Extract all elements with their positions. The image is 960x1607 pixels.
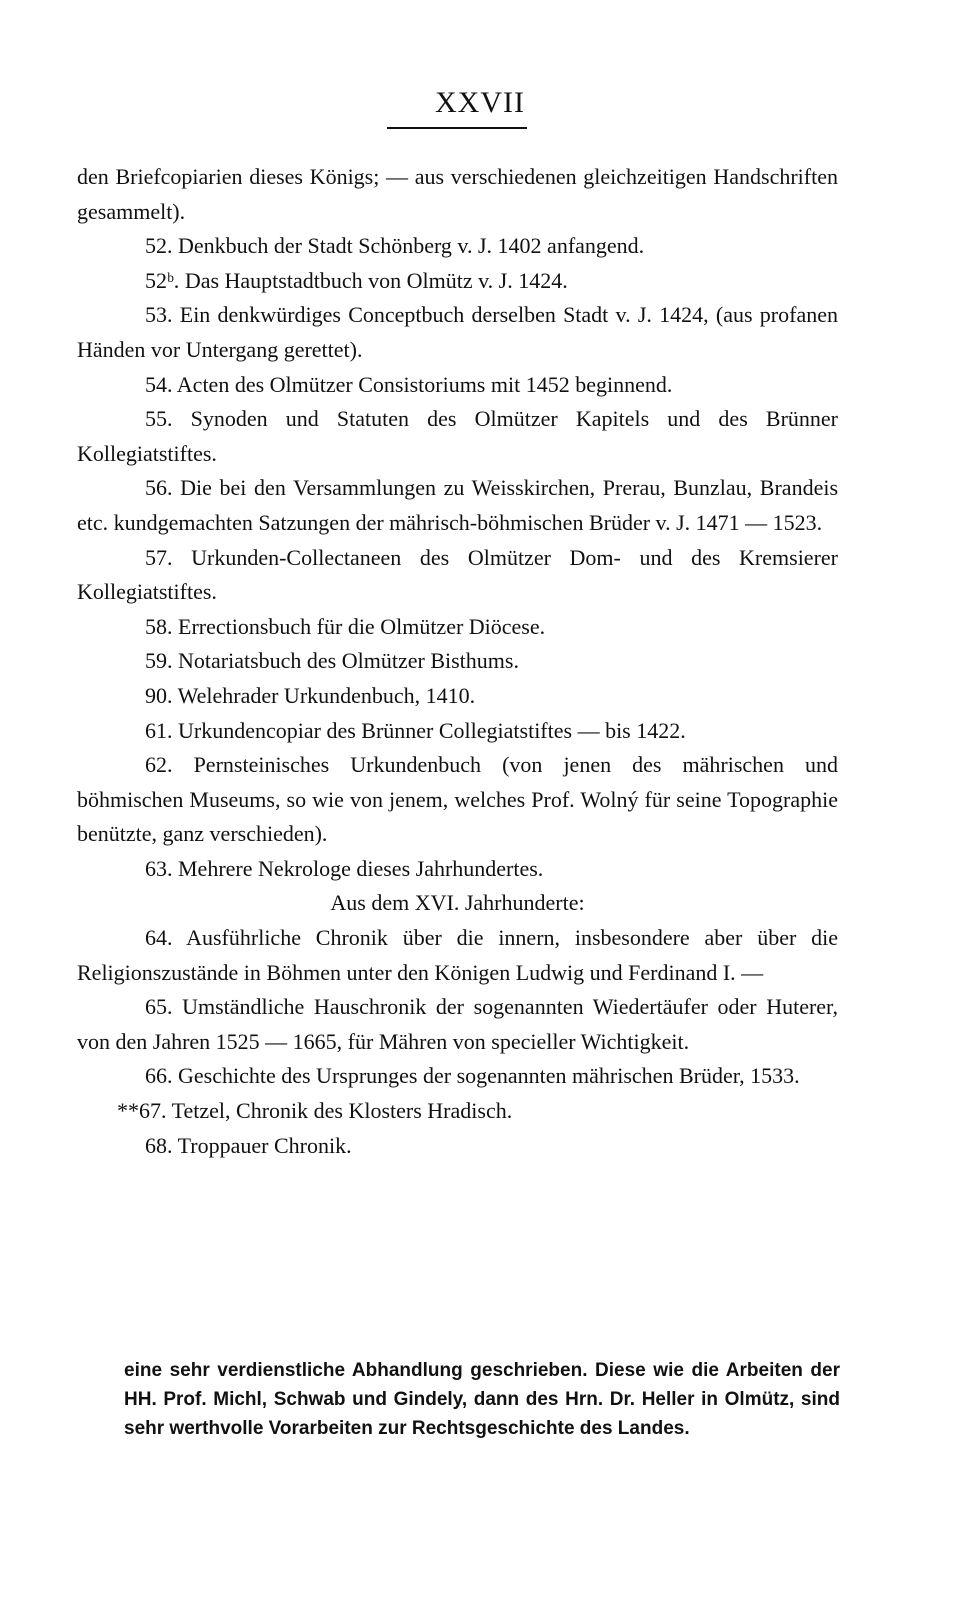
item-text: Die bei den Versammlungen zu Weisskirchen, Prerau, Bunzlau, Brandeis etc. kundgemachten Satzungen der mährisch-böhmischen Brüder v. J. 1471 — 1523. <box>77 475 839 535</box>
item-number: 53. <box>145 302 173 328</box>
item-number: 63. <box>145 855 173 881</box>
item-text: Umständliche Hauschronik der sogenannten Wiedertäufer oder Huterer, von den Jahren 1525 — 1665, für Mähren von specieller Wichtigkeit. <box>77 994 839 1054</box>
item-text: Denkbuch der Stadt Schönberg v. J. 1402 anfangend. <box>178 233 645 259</box>
item-number: 90. <box>145 682 173 708</box>
list-item <box>77 921 838 990</box>
list-item <box>77 990 838 1059</box>
paragraph <box>77 160 838 229</box>
item-text: Pernsteinisches Urkundenbuch (von jenen des mährischen und böhmischen Museums, so wie von jenem, welches Prof. Wolný für seine Topographie benützte, ganz verschieden). <box>77 752 838 847</box>
item-text: Urkunden-Collectaneen des Olmützer Dom- und des Kremsierer Kollegiatstiftes. <box>77 544 838 605</box>
item-text: Notariatsbuch des Olmützer Bisthums. <box>178 648 519 674</box>
item-number: 57. <box>145 544 173 570</box>
item-text: Welehrader Urkundenbuch, 1410. <box>177 682 476 708</box>
list-item <box>77 1059 838 1094</box>
list-item <box>77 1129 838 1164</box>
item-text: Mehrere Nekrologe dieses Jahrhundertes. <box>178 855 544 881</box>
item-number: 65. <box>145 994 173 1020</box>
list-item <box>77 852 838 887</box>
page-number: XXVII <box>435 86 525 119</box>
item-text: Synoden und Statuten des Olmützer Kapitels und des Brünner Kollegiatstiftes. <box>77 406 838 466</box>
list-item <box>77 541 838 610</box>
list-item <box>77 402 838 471</box>
item-number: 62. <box>145 752 173 778</box>
list-item <box>77 679 838 714</box>
list-item <box>77 264 838 299</box>
list-item <box>77 368 838 403</box>
item-number: 61. <box>145 717 173 743</box>
item-number: 58. <box>145 613 173 639</box>
item-number: 54. <box>145 371 173 397</box>
list-item <box>77 298 838 367</box>
item-number: 52. <box>145 233 173 259</box>
item-text: Troppauer Chronik. <box>177 1132 352 1158</box>
item-text: Das Hauptstadtbuch von Olmütz v. J. 1424. <box>184 267 568 293</box>
list-item <box>77 644 838 679</box>
item-text: Ein denkwürdiges Conceptbuch derselben Stadt v. J. 1424, (aus profanen Händen vor Untergang gerettet). <box>77 302 838 362</box>
list-item <box>77 714 838 749</box>
item-text: Errectionsbuch für die Olmützer Diöcese. <box>178 613 546 639</box>
main-text <box>77 160 838 1163</box>
item-number: 52ᵇ. <box>145 267 180 293</box>
item-number: 56. <box>145 475 173 501</box>
list-item-starred <box>77 1094 838 1129</box>
item-number: **67. <box>117 1098 167 1124</box>
item-text: Urkundencopiar des Brünner Collegiatstiftes — bis 1422. <box>178 717 686 743</box>
item-number: 55. <box>145 406 173 432</box>
item-number: 59. <box>145 648 173 674</box>
footnote: eine sehr verdienstliche Abhandlung geschrieben. Diese wie die Arbeiten der HH. Prof. Michl, Schwab und Gindely, dann des Hrn. Dr. Heller in Olmütz, sind sehr werthvolle Vorarbeiten zur Rechtsgeschichte des Landes. <box>124 1360 840 1439</box>
list-item <box>77 610 838 645</box>
item-number: 66. <box>145 1063 173 1089</box>
header-rule <box>387 127 527 129</box>
paragraph-text: den Briefcopiarien dieses Königs; — aus verschiedenen gleichzeitigen Handschriften gesammelt). <box>77 164 838 224</box>
item-text: Tetzel, Chronik des Klosters Hradisch. <box>171 1098 513 1124</box>
item-number: 64. <box>145 925 173 951</box>
section-heading: Aus dem XVI. Jahrhunderte: <box>330 890 585 916</box>
list-item <box>77 471 838 540</box>
item-text: Ausführliche Chronik über die innern, insbesondere aber über die Religionszustände in Böhmen unter den Königen Ludwig und Ferdinand I. — <box>77 925 838 985</box>
list-item <box>77 229 838 264</box>
list-item <box>77 748 838 852</box>
item-text: Acten des Olmützer Consistoriums mit 1452 beginnend. <box>176 371 673 397</box>
item-number: 68. <box>145 1132 173 1158</box>
item-text: Geschichte des Ursprunges der sogenannten mährischen Brüder, 1533. <box>178 1063 800 1089</box>
